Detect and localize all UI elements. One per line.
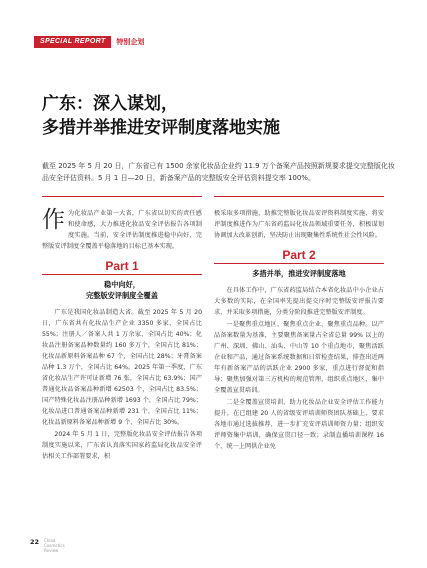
part1-title-line2: 完整版安评制度全覆盖 [86, 291, 158, 300]
part1-divider [42, 274, 202, 275]
part2-heading [214, 249, 384, 279]
right-paragraph: 二是全覆盖宣贯培训，助力化妆品企业安全评估工作能力提升。在已组建 20 人的省级安评培训师资团队基础上，要求各地市通过选拔推荐，进一步扩充安评培训师资力量；组织安评师资集中培训，确保宣贯口径一致；录制直播培训课程 16 个，统一上网供企业免 [214, 399, 384, 450]
article-lead: 截至 2025 年 5 月 20 日，广东省已有 1500 余家化妆品企业约 11.9 万个备案产品按照新规要求提交完整版化妆品安全评估资料。5 月 1 日—20 日，新备案产品的完整版安全评估资料提交率 100%。 [42, 162, 395, 182]
publication-name [44, 538, 65, 553]
page-footer [30, 538, 65, 553]
article-title [42, 92, 280, 140]
part1-heading [42, 260, 202, 301]
part2-divider [214, 263, 384, 264]
right-paragraph: 一是聚焦重点地区、聚焦重点企业、聚焦重点品种。以产品备案数量为基准，主要聚焦备案量占全省总量 99% 以上的广州、深圳、佛山、汕头、中山等 10 个重点地市，聚焦活跃企业和产品，通过备案系统数据和日常检查结果，排查出近两年有新备案产品的活跃企业 2900 多家，重点进行督促和指导；聚焦加强对第三方机构的规范管理，组织重点地区，集中全覆盖宣贯培训。 [214, 321, 384, 394]
right-paragraph-continued: 极采取多项措施，助推完整版化妆品安评资料制度实施，将安评制度推进作为广东省药监局化妆品领域重要任务，积极谋划协调加大改革创新，坚决防止出现聚集性系统性社会性风险。 [214, 210, 384, 239]
special-report-badge: SPECIAL REPORT [34, 36, 111, 48]
right-column [214, 208, 384, 453]
intro-text: 为化妆品产业第一大省，广东省以切实的责任感和使命感，大力推进化妆品安全评估报告各项制度实施。当前，安全评估制度推进稳中向好，完整版安评制度全覆盖平稳落地的目标已基本实现。 [42, 210, 202, 250]
article-title-line1: 广东：深入谋划， [42, 94, 178, 114]
part1-label: Part 1 [105, 259, 139, 273]
section-header [34, 36, 144, 48]
dropcap: 作 [42, 207, 65, 233]
page-number: 22 [30, 538, 40, 546]
part2-label: Part 2 [282, 248, 316, 262]
publication-line3: Review [44, 548, 59, 553]
section-label: 特别企划 [116, 38, 145, 46]
right-paragraph: 在具体工作中，广东省药监局结合本省化妆品中小企业占大多数的实际，在全国率先提出提交序时完整版安评报告要求，并采取多项措施，分类分阶段推进完整版安评制度。 [214, 287, 384, 316]
article-title-line2: 多措并举推进安评制度落地实施 [42, 118, 280, 138]
publication-line2: Cosmetics [44, 543, 65, 548]
left-column [42, 208, 202, 463]
part1-title-line1: 稳中向好， [104, 280, 140, 289]
left-paragraph: 广东是我国化妆品制造大省。截至 2025 年 5 月 20 日，广东省共有化妆品生产企业 3350 多家，全国占比 55%；注册人／备案人共 1 万余家，全国占比 40%；化妆品注册备案品种数量约 160 多万个，全国占比 81%；化妆品新原料备案品种 67 个，全国占比 28%；牙膏备案品种 1.3 万个，全国占比 64%。2025 年第一季度，广东省化妆品生产许可证新增 76 张，全国占比 63.9%；国产普通化妆品备案品种新增 62503 个，全国占比 83.5%；国产特殊化妆品注册品种新增 1693 个，全国占比 79%；化妆品进口普通备案品种新增 231 个，全国占比 11%；化妆品新原料备案品种新增 9 个，全国占比 30%。 [42, 309, 202, 426]
left-paragraph: 2024 年 5 月 1 日，完整版化妆品安全评估报告各项制度实施以来，广东省认真落实国家药监局化妆品安全评估相关工作部署要求，积 [42, 431, 202, 460]
right-column-rule [214, 196, 384, 197]
left-column-rule [42, 196, 202, 197]
intro-paragraph [42, 208, 202, 252]
part2-title: 多措并举，推进安评制度落地 [252, 269, 346, 278]
publication-line1: China [44, 538, 56, 543]
